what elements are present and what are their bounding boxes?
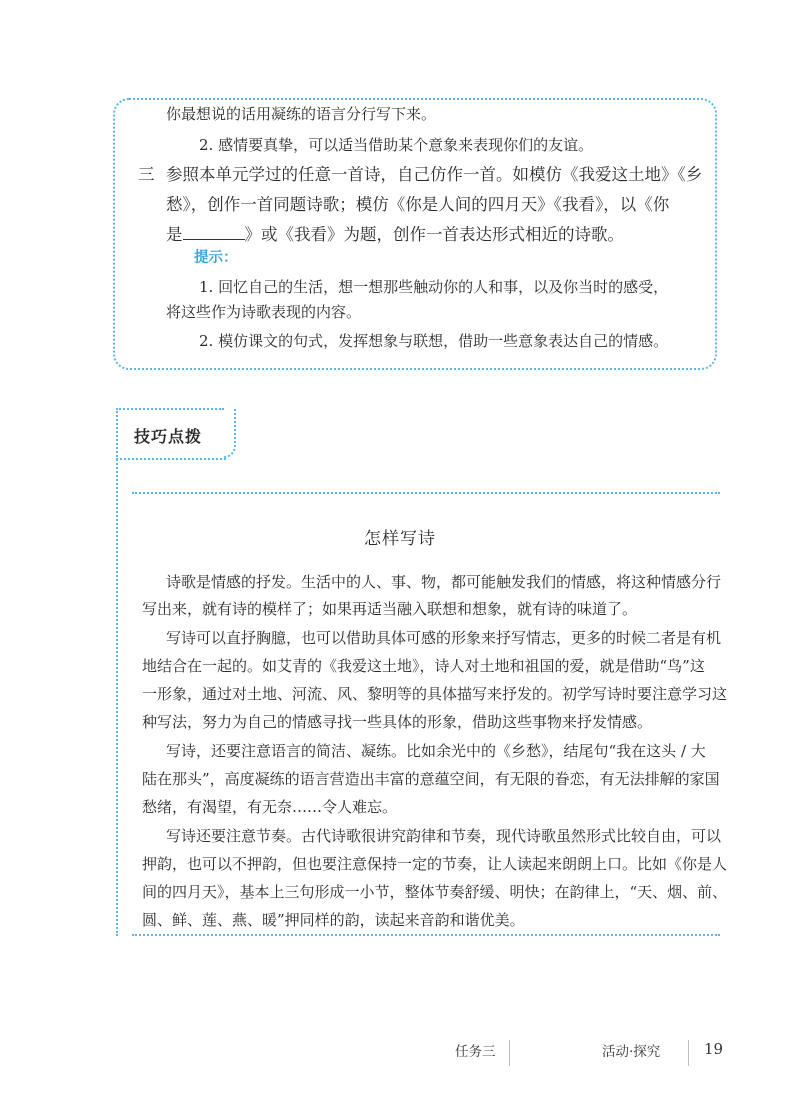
footer-category: 活动·探究	[602, 1044, 661, 1060]
article-line: 写出来，就有诗的模样了；如果再适当融入联想和想象，就有诗的味道了。	[142, 600, 638, 618]
article-line: 押韵，也可以不押韵，但也要注意保持一定的节奏，让人读起来朗朗上口。比如《你是人	[142, 855, 728, 873]
hint-1-line2: 将这些作为诗歌表现的内容。	[166, 303, 362, 321]
article-line: 诗歌是情感的抒发。生活中的人、事、物，都可能触发我们的情感，将这种情感分行	[166, 573, 722, 591]
task-point-2: 2. 感情要真挚，可以适当借助某个意象来表现你们的友谊。	[199, 136, 594, 154]
task-item3-line1: 参照本单元学过的任意一首诗，自己仿作一首。如模仿《我爱这土地》《乡	[166, 165, 703, 184]
article-line: 种写法，努力为自己的情感寻找一些具体的形象，借助这些事物来抒发情感。	[142, 713, 653, 731]
article-line: 一形象，通过对土地、河流、风、黎明等的具体描写来抒发的。初学写诗时要注意学习这	[142, 685, 728, 703]
article-line: 间的四月天》，基本上三句形成一小节，整体节奏舒缓、明快；在韵律上，“天、烟、前、	[142, 883, 728, 901]
page-number: 19	[704, 1040, 724, 1058]
article-line: 写诗还要注意节奏。古代诗歌很讲究韵律和节奏，现代诗歌虽然形式比较自由，可以	[166, 827, 722, 845]
tips-frame-tab	[224, 408, 236, 458]
article-title: 怎样写诗	[364, 529, 436, 549]
hint-2: 2. 模仿课文的句式，发挥想象与联想，借助一些意象表达自己的情感。	[199, 332, 669, 350]
footer-separator	[688, 1040, 689, 1066]
article-line: 圆、鲜、莲、燕、暖”押同样的韵，读起来音韵和谐优美。	[142, 911, 525, 929]
task-item3-line3	[166, 224, 624, 246]
tips-divider-bottom	[132, 934, 720, 936]
article-line: 写诗可以直抒胸臆，也可以借助具体可感的形象来抒写情志，更多的时候二者是有机	[166, 629, 722, 647]
task-item-number: 三	[138, 165, 155, 184]
hint-label: 提示：	[194, 250, 238, 266]
fill-in-blank	[183, 225, 245, 240]
task-intro-line: 你最想说的话用凝练的语言分行写下来。	[166, 105, 437, 123]
footer-separator	[509, 1040, 510, 1066]
tips-frame-top	[116, 408, 224, 410]
article-line: 写诗，还要注意语言的简洁、凝练。比如余光中的《乡愁》，结尾句“我在这头 / 大	[166, 742, 706, 760]
footer-section: 任务三	[455, 1044, 496, 1060]
article-line: 愁绪，有渴望，有无奈……令人难忘。	[142, 798, 398, 816]
task-item3-line2: 愁》，创作一首同题诗歌；模仿《你是人间的四月天》《我看》，以《你	[166, 195, 670, 214]
hint-1-line1: 1. 回忆自己的生活，想一想那些触动你的人和事，以及你当时的感受，	[199, 278, 669, 296]
task-item3-line3-suffix: 》或《我看》为题，创作一首表达形式相近的诗歌。	[244, 225, 624, 244]
tips-section-title: 技巧点拨	[134, 427, 203, 446]
task-item3-line3-prefix: 是	[166, 225, 183, 244]
tips-frame-left	[116, 408, 118, 936]
tips-frame-under	[116, 458, 226, 460]
article-line: 地结合在一起的。如艾青的《我爱这土地》，诗人对土地和祖国的爱，就是借助“鸟”这	[142, 657, 705, 675]
tips-divider-top	[132, 492, 720, 494]
article-line: 陆在那头”，高度凝练的语言营造出丰富的意蕴空间，有无限的眷恋，有无法排解的家国	[142, 770, 720, 788]
